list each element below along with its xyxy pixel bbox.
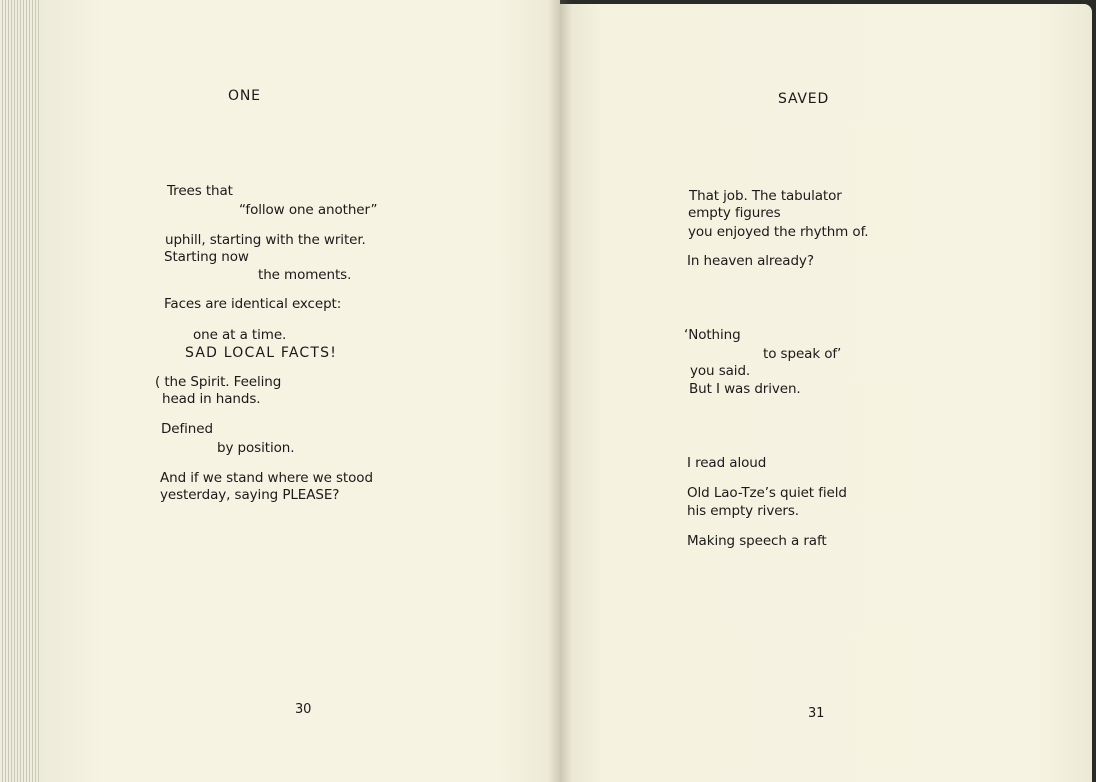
poem-line: Trees that	[167, 183, 233, 199]
poem-line: the moments.	[258, 267, 352, 283]
poem-line: you said.	[690, 363, 751, 379]
poem-line: Making speech a raft	[687, 533, 827, 549]
poem-line: by position.	[217, 440, 295, 456]
poem-line: ( the Spirit. Feeling	[155, 374, 282, 390]
poem-line: Starting now	[164, 249, 249, 265]
page-title: SAVED	[778, 91, 830, 107]
poem-line: his empty rivers.	[687, 503, 800, 519]
poem-line: Old Lao-Tze’s quiet field	[687, 485, 847, 501]
poem-line: But I was driven.	[689, 381, 801, 397]
poem-line: That job. The tabulator	[689, 188, 842, 204]
poem-line: SAD LOCAL FACTS!	[185, 345, 338, 361]
poem-line: Defined	[161, 421, 213, 437]
poem-line: ‘Nothing	[684, 327, 741, 343]
page-title: ONE	[228, 88, 261, 104]
poem-line: yesterday, saying PLEASE?	[160, 487, 340, 503]
page-number: 31	[808, 706, 825, 721]
poem-line: one at a time.	[193, 327, 287, 343]
poem-line: empty figures	[688, 205, 781, 221]
poem-line: head in hands.	[162, 391, 261, 407]
poem-line: uphill, starting with the writer.	[165, 232, 366, 248]
page-number: 30	[295, 702, 312, 717]
poem-line: to speak of’	[763, 346, 842, 362]
poem-line: And if we stand where we stood	[160, 470, 373, 486]
poem-line: Faces are identical except:	[164, 296, 342, 312]
poem-line: “follow one another”	[239, 202, 378, 218]
poem-line: you enjoyed the rhythm of.	[688, 224, 869, 240]
poem-line: I read aloud	[687, 455, 767, 471]
book-gutter	[548, 0, 572, 782]
poem-line: In heaven already?	[687, 253, 814, 269]
right-page	[560, 4, 1092, 782]
left-page	[40, 0, 560, 782]
